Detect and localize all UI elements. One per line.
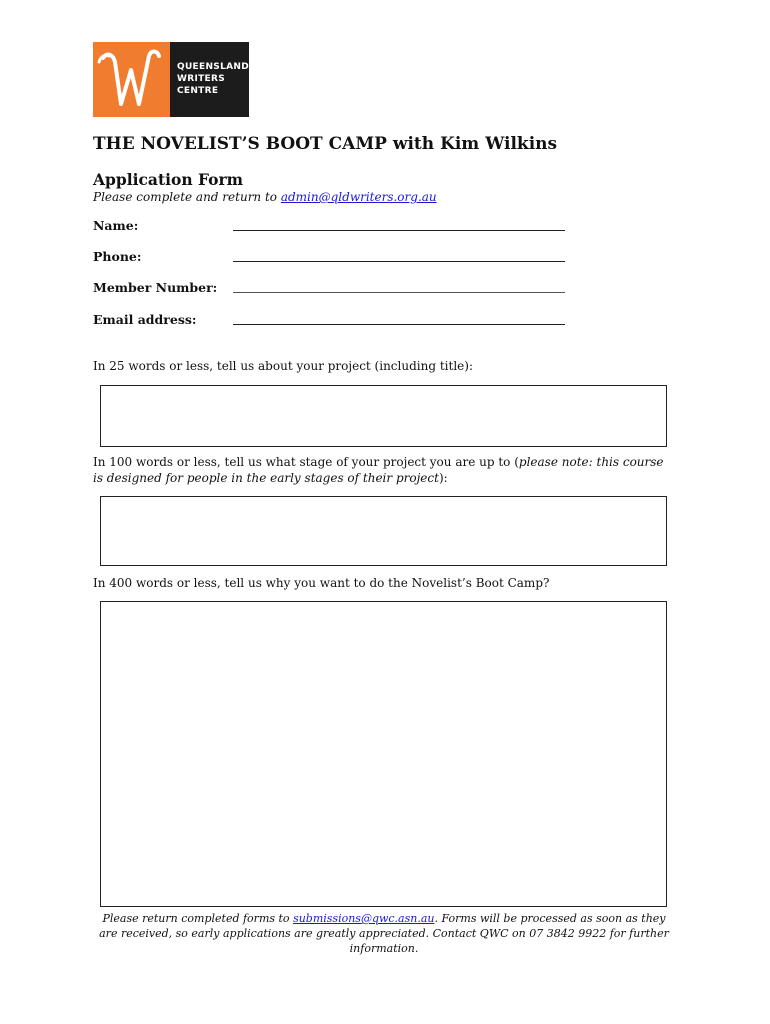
email-label: Email address: (93, 312, 197, 327)
q2-note: please note: this course is designed for people in the early stages of their project (93, 455, 664, 485)
question-project-stage (93, 454, 673, 486)
motivation-answer-box[interactable] (100, 601, 667, 907)
email-field-row (93, 312, 565, 330)
admin-email-link[interactable]: admin@qldwriters.org.au (280, 190, 437, 204)
logo-line-3: CENTRE (177, 86, 219, 96)
q2-end: ): (438, 471, 448, 485)
project-stage-answer-box[interactable] (100, 496, 667, 566)
instruction-text: Please complete and return to (93, 190, 281, 204)
qwc-logo (93, 42, 249, 117)
project-summary-answer-box[interactable] (100, 385, 667, 447)
name-field-row (93, 218, 565, 236)
footer-note (93, 911, 675, 956)
submissions-email-link[interactable]: submissions@qwc.asn.au (293, 912, 435, 925)
footer-text-after: . Forms will be processed as soon as they are received, so early applications are greatly appreciated. Contact QWC on 07 3842 9922 for further information. (99, 912, 669, 955)
member-number-label: Member Number: (93, 280, 218, 295)
w-script-icon (93, 42, 170, 117)
q2-text: In 100 words or less, tell us what stage of your project you are up to ( (93, 455, 519, 469)
member-number-field-row (93, 280, 565, 298)
footer-text-before: Please return completed forms to (102, 912, 294, 925)
member-number-input-line[interactable] (233, 292, 565, 293)
question-project-summary: In 25 words or less, tell us about your project (including title): (93, 359, 473, 373)
form-instruction (93, 190, 437, 204)
logo-w-mark (93, 42, 170, 117)
phone-field-row (93, 249, 565, 267)
phone-label: Phone: (93, 249, 142, 264)
name-label: Name: (93, 218, 139, 233)
page-title: THE NOVELIST’S BOOT CAMP with Kim Wilkins (93, 134, 558, 154)
logo-line-1: QUEENSLAND (177, 62, 249, 72)
phone-input-line[interactable] (233, 261, 565, 262)
logo-line-2: WRITERS (177, 74, 226, 84)
form-subtitle: Application Form (93, 170, 244, 189)
logo-text-block (170, 42, 249, 117)
name-input-line[interactable] (233, 230, 565, 231)
question-motivation: In 400 words or less, tell us why you want to do the Novelist’s Boot Camp? (93, 576, 550, 590)
email-input-line[interactable] (233, 324, 565, 325)
